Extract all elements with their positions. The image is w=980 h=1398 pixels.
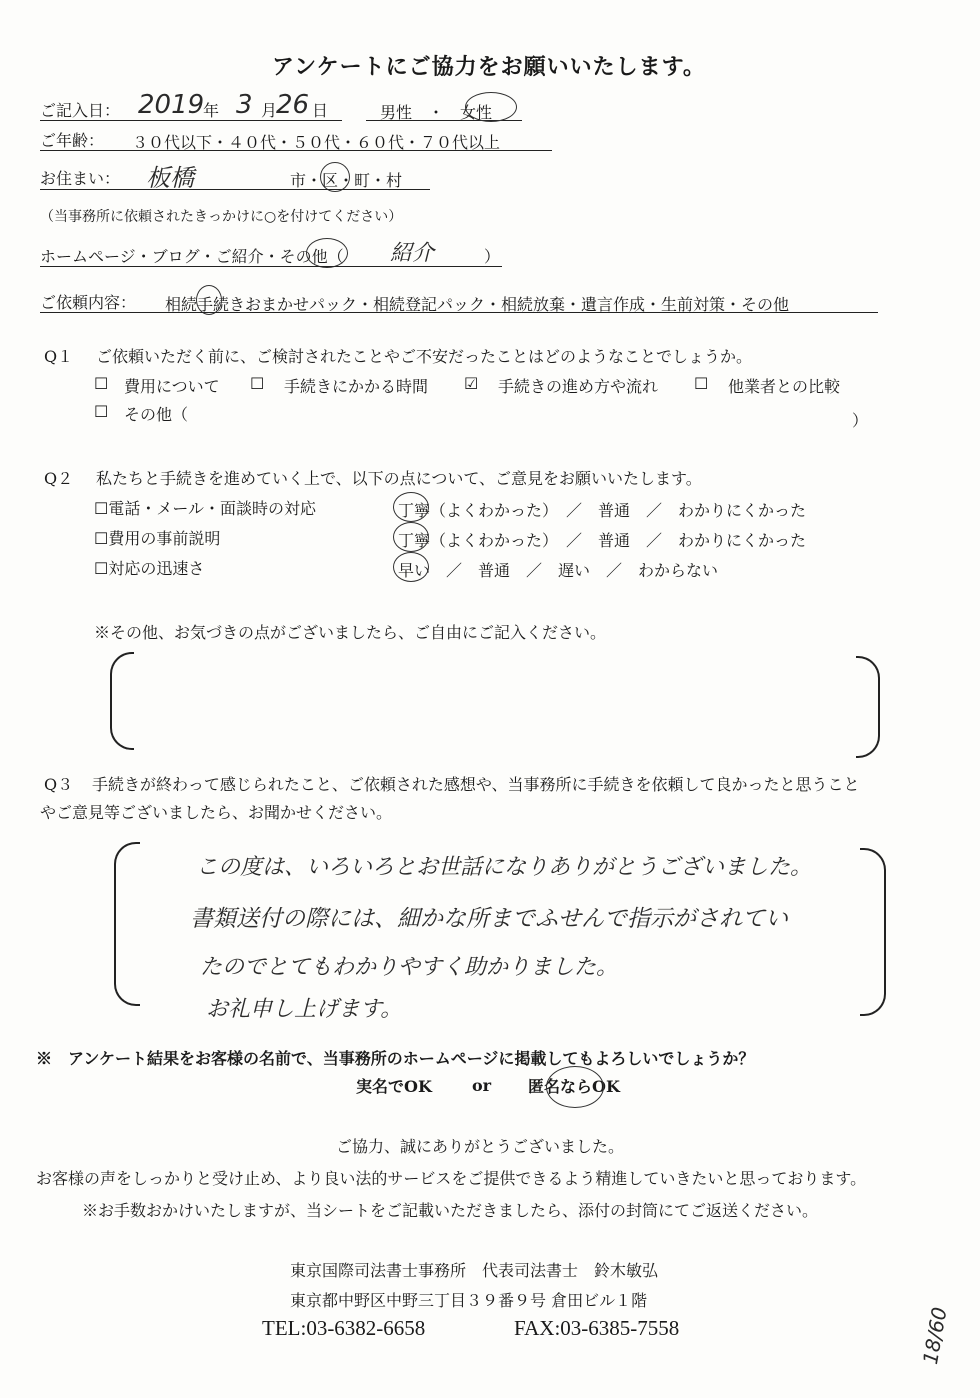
request-selected-mark <box>196 285 222 315</box>
q2-item1-label[interactable]: ☐電話・メール・面談時の対応 <box>94 499 317 518</box>
office-address: 東京都中野区中野三丁目３９番９号 倉田ビル１階 <box>290 1291 648 1310</box>
gender-selected-mark <box>465 92 517 122</box>
q2-item3-selected-mark <box>393 552 429 582</box>
q2-item1-selected-mark <box>393 492 429 522</box>
trigger-close: ） <box>484 247 501 266</box>
q2-item2-selected-mark <box>393 522 429 552</box>
address-underline <box>40 189 430 190</box>
survey-title: アンケートにご協力をお願いいたします。 <box>272 54 706 80</box>
address-selected-mark <box>320 162 350 192</box>
q2-item1-options[interactable]: 丁寧（よくわかった） ／ 普通 ／ わかりにくかった <box>398 501 807 520</box>
q1-opt4-checkbox[interactable]: ☐ <box>694 374 709 393</box>
age-options[interactable]: ３０代以下・４０代・５０代・６０代・７０代以上 <box>132 133 501 152</box>
margin-note: 18/60 <box>918 1305 952 1367</box>
request-options[interactable]: 相続手続きおまかせパック・相続登記パック・相続放棄・遺言作成・生前対策・その他 <box>165 295 790 314</box>
q2-item2-options[interactable]: 丁寧（よくわかった） ／ 普通 ／ わかりにくかった <box>398 531 807 550</box>
trigger-selected-mark <box>306 238 348 268</box>
trigger-note: （当事務所に依頼されたきっかけに○を付けてください） <box>40 209 403 225</box>
closing-message: お客様の声をしっかりと受け止め、より良い法的サービスをご提供できるよう精進していきたいと思っております。 <box>36 1169 867 1188</box>
date-year[interactable]: 2019 <box>138 90 205 120</box>
q3-answer-box-left[interactable] <box>114 842 140 1006</box>
q1-opt5-close: ） <box>852 411 869 430</box>
publish-or: or <box>472 1076 492 1095</box>
gender-options[interactable]: 男性 ・ 女性 <box>380 103 493 122</box>
q2-item3-label[interactable]: ☐対応の迅速さ <box>94 559 205 578</box>
q1-opt1-label: 費用について <box>124 377 220 396</box>
q3-question-line1: 手続きが終わって感じられたこと、ご依頼された感想や、当事務所に手続きを依頼して良かったと思うこと <box>92 775 860 794</box>
closing-thanks: ご協力、誠にありがとうございました。 <box>336 1137 625 1156</box>
publish-question: ※ アンケート結果をお客様の名前で、当事務所のホームページに掲載してもよろしいでしょうか？ <box>36 1049 755 1068</box>
request-label: ご依頼内容： <box>40 293 137 312</box>
age-underline <box>40 150 552 151</box>
q2-question: 私たちと手続きを進めていく上で、以下の点について、ご意見をお願いいたします。 <box>96 469 702 488</box>
publish-selected-mark <box>546 1066 604 1108</box>
address-value[interactable]: 板橋 <box>146 164 194 192</box>
q1-opt1-checkbox[interactable]: ☐ <box>94 374 109 393</box>
trigger-handwritten[interactable]: 紹介 <box>390 241 435 266</box>
date-month-unit: 月 <box>261 101 278 120</box>
q1-opt4-label: 他業者との比較 <box>728 377 841 396</box>
date-day[interactable]: 26 <box>276 90 310 120</box>
date-day-unit: 日 <box>312 101 329 120</box>
closing-return-note: ※お手数おかけいたしますが、当シートをご記載いただきましたら、添付の封筒にてご返送ください。 <box>82 1201 819 1220</box>
publish-anonymous-option[interactable]: 匿名ならOK <box>528 1077 620 1096</box>
q2-other-note: ※その他、お気づきの点がございましたら、ご自由にご記入ください。 <box>94 623 607 642</box>
age-label: ご年齢： <box>40 131 105 150</box>
q3-answer-line1[interactable]: この度は、いろいろとお世話になりありがとうございました。 <box>196 855 813 880</box>
q1-opt3-label: 手続きの進め方や流れ <box>498 377 659 396</box>
date-underline <box>40 120 342 121</box>
address-label: お住まい： <box>40 169 121 188</box>
trigger-options[interactable]: ホームページ・ブログ・ご紹介・その他（ <box>40 247 344 266</box>
q3-question-line2: やご意見等ございましたら、お聞かせください。 <box>40 803 393 822</box>
q1-opt5-label: その他（ <box>124 405 189 424</box>
q1-opt2-label: 手続きにかかる時間 <box>284 377 429 396</box>
address-units[interactable]: 市・区・町・村 <box>290 171 403 190</box>
q1-opt5-checkbox[interactable]: ☐ <box>94 402 109 421</box>
date-label: ご記入日： <box>40 101 121 120</box>
date-year-unit: 年 <box>203 101 220 120</box>
trigger-underline <box>40 266 502 267</box>
q3-answer-box-right[interactable] <box>860 848 886 1016</box>
q3-answer-line4[interactable]: お礼申し上げます。 <box>206 997 403 1022</box>
request-underline <box>40 312 878 313</box>
q2-number: Q２ <box>44 469 74 488</box>
q2-comment-box-right[interactable] <box>856 656 880 758</box>
office-name: 東京国際司法書士事務所 代表司法書士 鈴木敏弘 <box>290 1261 659 1280</box>
q1-question: ご依頼いただく前に、ご検討されたことやご不安だったことはどのようなことでしょうか。 <box>96 347 753 366</box>
q1-opt2-checkbox[interactable]: ☐ <box>250 374 265 393</box>
q1-opt3-checkbox[interactable]: ☑ <box>464 374 479 393</box>
q2-item2-label[interactable]: ☐費用の事前説明 <box>94 529 221 548</box>
date-month[interactable]: 3 <box>236 90 253 120</box>
office-fax: FAX:03-6385-7558 <box>514 1316 680 1340</box>
q2-comment-box-left[interactable] <box>110 652 134 750</box>
q3-answer-line2[interactable]: 書類送付の際には、細かな所までふせんで指示がされてい <box>190 906 788 932</box>
q3-number: Q３ <box>44 775 74 794</box>
q1-number: Q１ <box>44 347 74 366</box>
publish-real-name-option[interactable]: 実名でOK <box>356 1077 432 1096</box>
office-tel: TEL:03-6382-6658 <box>262 1316 426 1340</box>
q2-item3-options[interactable]: 早い ／ 普通 ／ 遅い ／ わからない <box>398 561 719 580</box>
q3-answer-line3[interactable]: たのでとてもわかりやすく助かりました。 <box>200 955 619 980</box>
